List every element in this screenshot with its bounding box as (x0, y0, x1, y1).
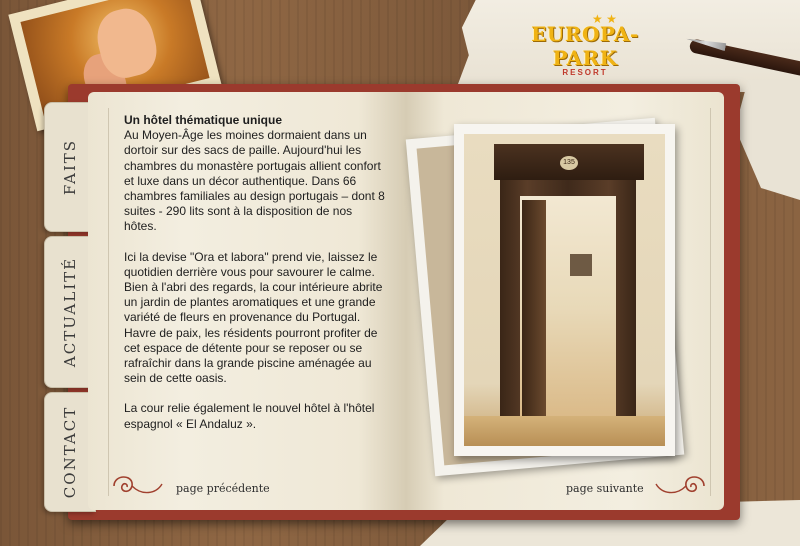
tab-actualite[interactable]: ACTUALITÉ (44, 236, 96, 388)
page-margin-line (710, 108, 711, 496)
door-number: 135 (560, 156, 578, 170)
article-paragraph: Au Moyen-Âge les moines dormaient dans un dortoir sur des sacs de paille. Aujourd'hui les chambres du monastère portugais allient confort et luxe dans un décor authentique. Dans 66 chambres familiales au design portugais – dont 8 suites - 290 lits sont à la disposition de nos hôtes. (124, 128, 385, 234)
tab-contact[interactable]: CONTACT (44, 392, 96, 512)
article-title: Un hôtel thématique unique (124, 113, 282, 127)
page-margin-line (108, 108, 109, 496)
next-page-link[interactable]: page suivante (566, 482, 644, 495)
article-paragraph: La cour relie également le nouvel hôtel à l'hôtel espagnol « El Andaluz ». (124, 401, 375, 431)
europa-park-logo[interactable]: ★ ★ EUROPA-PARK RESORT (531, 12, 639, 77)
article-paragraph: Ici la devise "Ora et labora" prend vie, laissez le quotidien derrière vous pour savourer le calme. Bien à l'abri des regards, la cour intérieure abrite un jardin de plantes aromatiques et une grande variété de fleurs en provenance du Portugal. Havre de paix, les résidents pourront profiter de cet espace de détente pour se reposer ou se rafraîchir dans la grande piscine aménagée au sein de cette oasis. (124, 249, 383, 386)
stars-icon: ★ ★ (592, 12, 617, 26)
torn-paper-decoration (735, 80, 800, 200)
article-text (124, 113, 386, 447)
previous-page-link[interactable]: page précédente (176, 482, 270, 495)
tab-faits[interactable]: FAITS (44, 102, 96, 232)
ornament-swirl-icon (652, 470, 710, 500)
hotel-door-photo (454, 124, 675, 456)
ornament-swirl-icon (108, 470, 166, 500)
